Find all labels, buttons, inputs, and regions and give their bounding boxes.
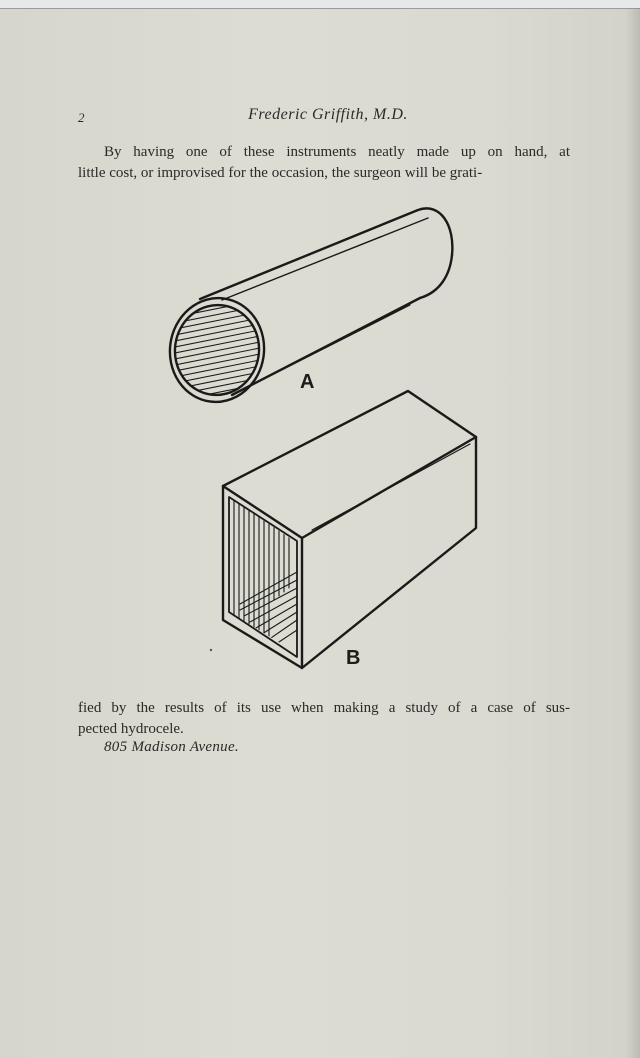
box-side-face	[302, 437, 476, 668]
tube-top-edge	[200, 208, 452, 299]
paragraph-line: By having one of these instruments neatly made up on hand, at	[104, 144, 570, 160]
paragraph-bottom	[78, 698, 570, 740]
paragraph-top	[78, 142, 570, 184]
box-top-face	[223, 391, 476, 538]
scan-speck	[210, 649, 212, 651]
author-address: 805 Madison Avenue.	[104, 739, 239, 755]
tube-bore-hatching	[160, 296, 280, 410]
figure-a-label: A	[300, 371, 315, 393]
page-gutter-shadow	[626, 8, 640, 1058]
box-edge-line	[312, 444, 470, 530]
page-number: 2	[78, 110, 85, 125]
box-front-face	[223, 486, 302, 668]
tube-end-outer	[163, 292, 271, 408]
tube-shading-line	[246, 305, 410, 388]
tube-far-end	[420, 255, 452, 298]
scan-top-edge	[0, 0, 640, 9]
paragraph-line: pected hydrocele.	[78, 721, 184, 737]
tube-seam	[222, 218, 428, 300]
figure-b-box	[223, 391, 476, 668]
paragraph-line: fied by the results of its use when making a study of a case of sus-	[78, 700, 570, 716]
running-head-title: Frederic Griffith, M.D.	[248, 106, 408, 123]
instrument-illustration	[160, 200, 490, 680]
running-head	[78, 106, 578, 128]
figure-b-label: B	[346, 647, 361, 669]
paragraph-line: little cost, or improvised for the occasion, the surgeon will be grati-	[78, 165, 483, 181]
